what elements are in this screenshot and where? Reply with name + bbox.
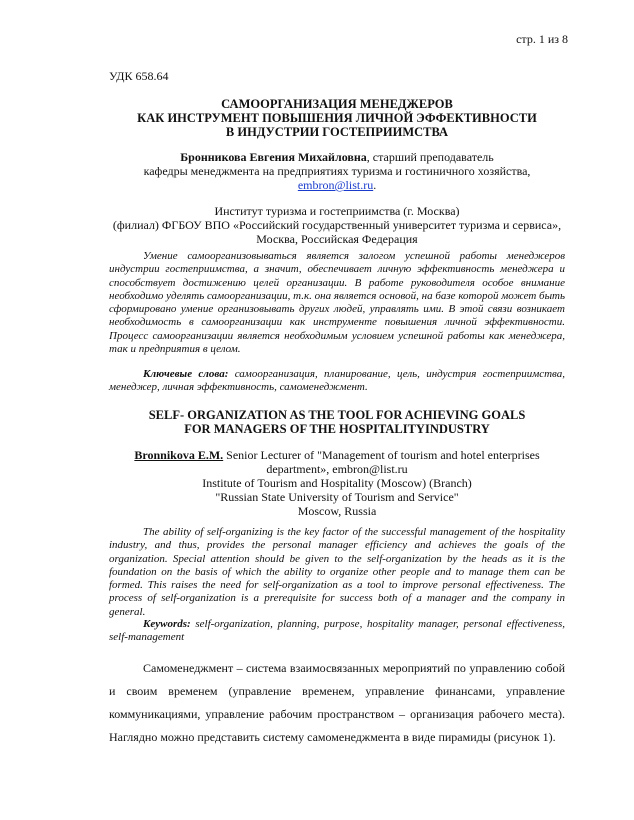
title-en-line-1: SELF- ORGANIZATION AS THE TOOL FOR ACHIEVING GOALS [148,408,526,422]
email-suffix: . [373,178,377,192]
title-ru-line-2: КАК ИНСТРУМЕНТ ПОВЫШЕНИЯ ЛИЧНОЙ ЭФФЕКТИВНОСТИ [137,111,537,125]
institution-ru-line-2: (филиал) ФГБОУ ВПО «Российский государственный университет туризма и сервиса», [112,218,562,232]
abstract-en-text: The ability of self-organizing is the key factor of the successful management of the hospitality industry, and thus, provides the personal manager efficiency and achieves the goals of the organization. Special attention should be given to the self-organization by the heads as it is the foundation on the basis of which the ability to organize other people and to manage them can be formed. This raises the need for self-organization as a tool to improve personal effectiveness. The process of self-organization is a prerequisite for success both of a manager and the company in general. [109,526,565,618]
institution-en-line-3: Moscow, Russia [297,504,377,518]
keywords-en-label: Keywords: [143,618,191,630]
author-ru [109,150,565,192]
institution-en-line-1: Institute of Tourism and Hospitality (Moscow) (Branch) [202,476,472,490]
author-en-line-1 [109,448,565,462]
author-ru-line-1 [109,150,565,164]
keywords-en-text: self-organization, planning, purpose, hospitality manager, personal effectiveness, self-management [109,618,565,644]
keywords-ru-text: самоорганизация, планирование, цель, индустрия гостеприимства, менеджер, личная эффективность, самоменеджмент. [109,368,565,394]
author-role-ru: , старший преподаватель [366,150,494,164]
udk-code: УДК 658.64 [109,69,169,83]
keywords-ru-label: Ключевые слова: [143,368,229,380]
author-dept-ru: кафедры менеджмента на предприятиях туризма и гостиничного хозяйства, [143,164,531,178]
body-paragraph-text: Самоменеджмент – система взаимосвязанных мероприятий по управлению собой и своим временем (управление временем, управление финансами, управление коммуникациями, управление рабочим пространством – организация рабочего места). Наглядно можно представить систему самоменеджмента в виде пирамиды (рисунок 1). [109,661,565,744]
title-en-line-2: FOR MANAGERS OF THE HOSPITALITYINDUSTRY [184,422,490,436]
title-ru-line-3: В ИНДУСТРИИ ГОСТЕПРИИМСТВА [225,125,449,139]
abstract-ru [109,250,565,356]
author-name-en: Bronnikova E.M. [134,448,224,462]
author-name-ru: Бронникова Евгения Михайловна [180,150,367,164]
abstract-ru-text: Умение самоорганизовываться является залогом успешной работы менеджеров индустрии гостеприимства, а значит, обеспечивает личную эффективность менеджера и способствует достижению целей организации. В работе руководителя особое внимание необходимо уделять самоорганизации, т.к. она является основой, на базе которой может быть сформировано умение организовывать других людей, управлять ими. В этой связи возникает необходимость в самоорганизации как инструменте повышения личной эффективности. Процесс самоорганизации является необходимым условием успешной работы как менеджера, так и предприятия в целом. [109,250,565,356]
author-email-link[interactable]: embron@list.ru [297,178,374,192]
author-dept-en: department», embron@list.ru [266,462,408,476]
title-en [109,408,565,436]
author-role-en: Senior Lecturer of "Management of tourism and hotel enterprises [223,448,540,462]
abstract-en [109,526,565,619]
title-ru-line-1: САМООРГАНИЗАЦИЯ МЕНЕДЖЕРОВ [221,97,453,111]
institution-ru [109,204,565,246]
title-ru [109,97,565,139]
body-paragraph [109,657,565,749]
institution-ru-line-3: Москва, Российская Федерация [256,232,418,246]
keywords-en [109,618,565,645]
keywords-ru [109,368,565,395]
page-number: стр. 1 из 8 [516,32,568,46]
institution-en-line-2: "Russian State University of Tourism and Service" [215,490,459,504]
author-en [109,448,565,518]
author-ru-line-3 [109,178,565,192]
institution-ru-line-1: Институт туризма и гостеприимства (г. Москва) [214,204,460,218]
